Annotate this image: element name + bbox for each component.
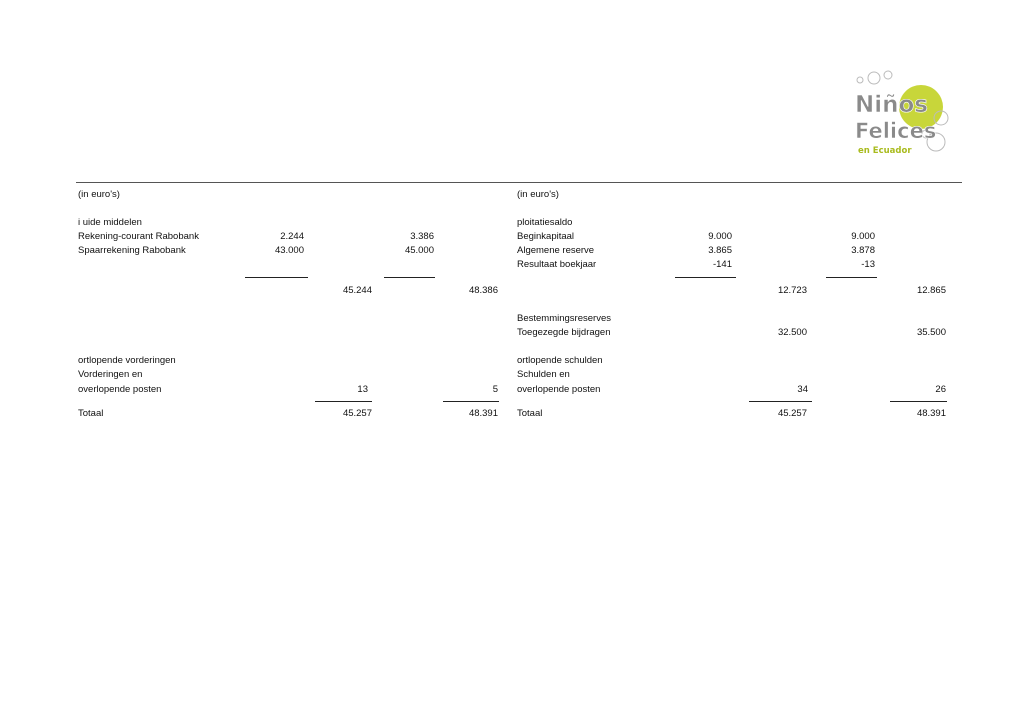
header-rule [76,182,962,183]
row-value: 2.244 [280,231,304,242]
row-label: Beginkapitaal [517,231,575,242]
row-label: overlopende posten [517,384,601,395]
row-value: 9.000 [708,231,732,242]
row-value: 3.386 [410,231,434,242]
underline [826,277,877,278]
left-section-vorderingen: ortlopende vorderingen [78,355,176,366]
row-value: 45.000 [404,245,434,256]
row-value: 3.865 [708,245,732,256]
logo-line2: Felices [855,119,937,143]
row-value: 13 [357,384,368,395]
underline [749,401,812,402]
underline [890,401,947,402]
underline [245,277,308,278]
subtotal-value: 12.723 [777,285,807,296]
row-value: -13 [861,259,875,270]
right-section-schulden: ortlopende schulden [517,355,603,366]
right-section-exploitatiesaldo: ploitatiesaldo [517,217,573,228]
subtotal-value: 48.386 [468,285,498,296]
row-label: Toegezegde bijdragen [517,327,611,338]
left-section-liquide-middelen: i uide middelen [78,217,142,228]
left-unit-label: (in euro's) [78,189,120,200]
row-label: Rekening-courant Rabobank [78,231,199,242]
row-value: 5 [492,384,498,395]
row-label: Resultaat boekjaar [517,259,597,270]
subtotal-value: 45.244 [342,285,372,296]
underline [315,401,372,402]
total-value: 45.257 [342,408,372,419]
total-value: 48.391 [468,408,498,419]
underline [384,277,435,278]
total-label: Totaal [517,408,543,419]
row-value: 34 [797,384,808,395]
row-label: Vorderingen en [78,369,143,380]
underline [675,277,736,278]
row-value: 9.000 [851,231,875,242]
logo-bubble [857,77,863,83]
logo-line3: en Ecuador [858,146,912,156]
right-unit-label: (in euro's) [517,189,559,200]
reserves-heading: Bestemmingsreserves [517,313,611,324]
row-label: Schulden en [517,369,570,380]
row-value: 26 [935,384,946,395]
logo-bubble [884,71,892,79]
row-value: 3.878 [851,245,875,256]
total-value: 45.257 [777,408,807,419]
row-value: 43.000 [274,245,304,256]
row-label: Spaarrekening Rabobank [78,245,186,256]
row-label: overlopende posten [78,384,162,395]
underline [443,401,499,402]
row-value: 35.500 [916,327,946,338]
subtotal-value: 12.865 [916,285,946,296]
total-value: 48.391 [916,408,946,419]
row-value: -141 [712,259,732,270]
ninos-felices-logo [848,68,952,158]
logo-line1: Niños [855,92,928,118]
total-label: Totaal [78,408,104,419]
row-label: Algemene reserve [517,245,595,256]
row-value: 32.500 [777,327,807,338]
logo-bubble [868,72,880,84]
